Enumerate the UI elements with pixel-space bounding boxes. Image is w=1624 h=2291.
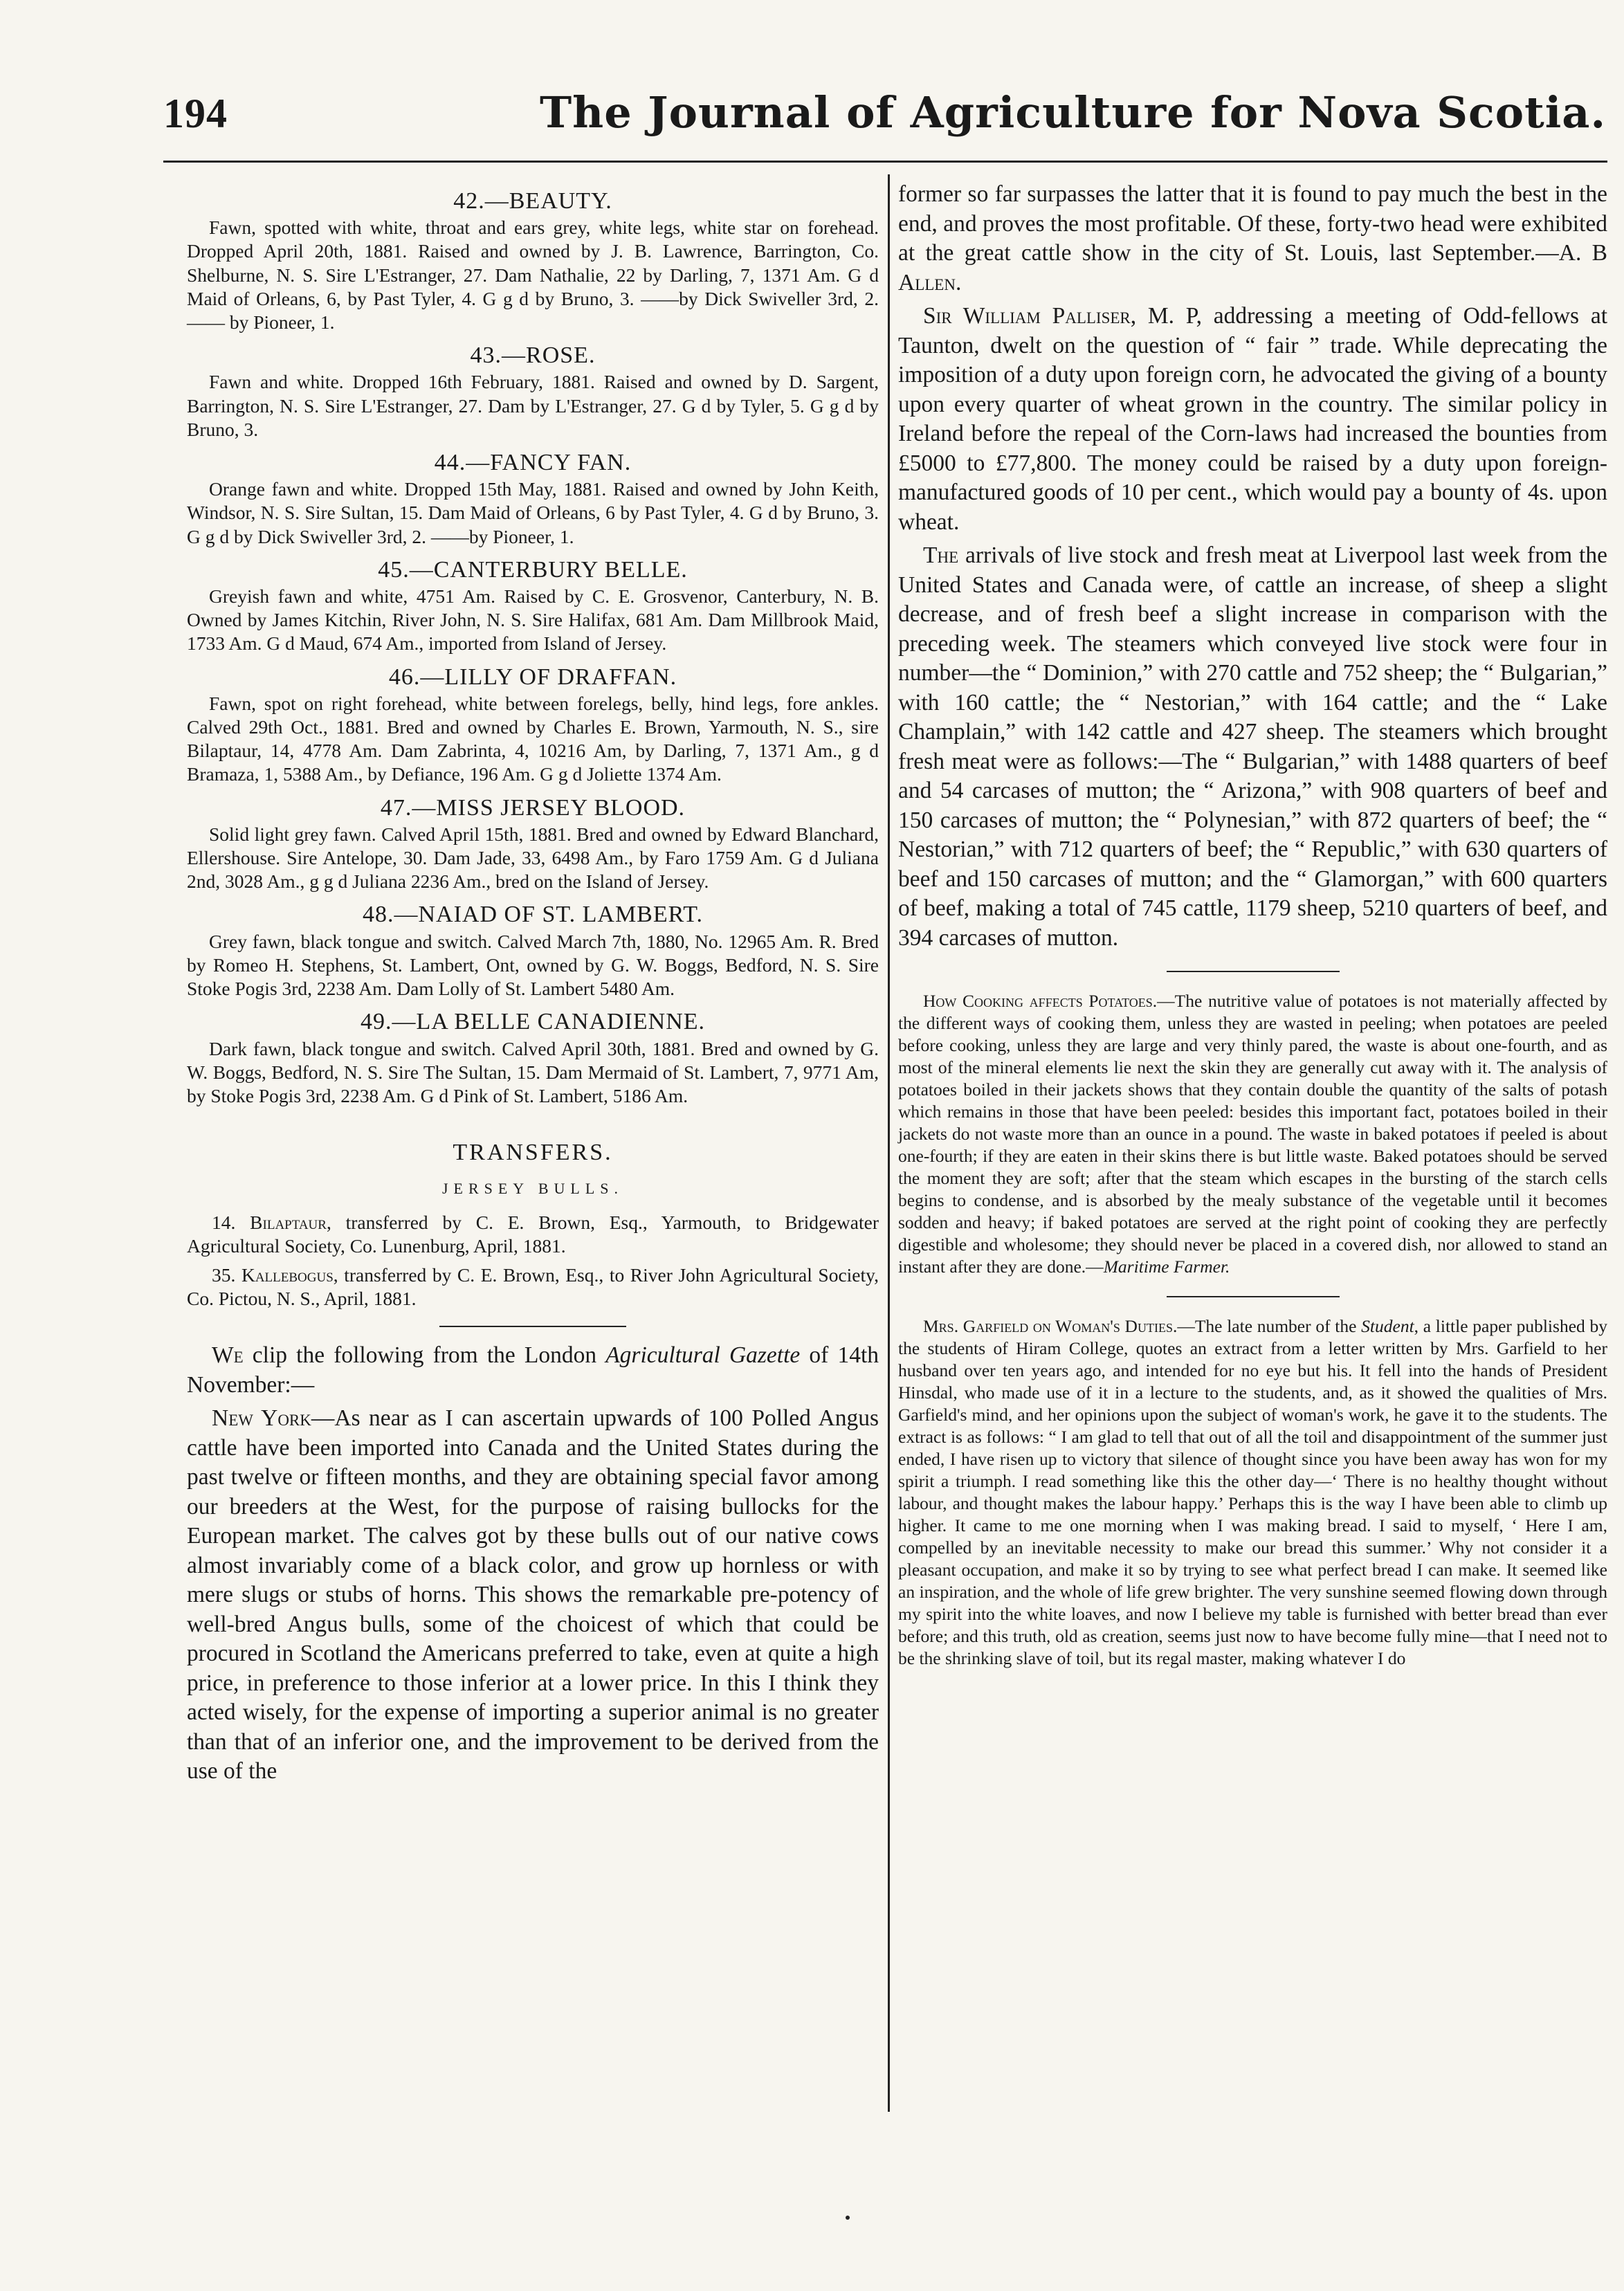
entry-44 [187, 451, 879, 549]
running-head: The Journal of Agriculture for Nova Scotia. [540, 87, 1607, 138]
entry-text: Greyish fawn and white, 4751 Am. Raised by C. E. Grosvenor, Canterbury, N. B. Owned by James Kitchin, River John, N. S. Sire Halifax, 681 Am. Dam Millbrook Maid, 1733 Am. G d Maud, 674 Am., imported from Island of Jersey. [187, 585, 879, 655]
entry-43 [187, 344, 879, 441]
entry-heading: 45.—CANTERBURY BELLE. [378, 556, 688, 583]
newyork-article [187, 1404, 879, 1787]
left-column [187, 180, 879, 1791]
article-heading: How Cooking affects Potatoes [923, 991, 1153, 1011]
header-rule [163, 161, 1607, 163]
section-divider [1167, 1296, 1340, 1297]
dateline: New York [212, 1405, 311, 1432]
garfield-article [898, 1315, 1607, 1670]
article-text: arrivals of live stock and fresh meat at Liverpool last week from the United States and Canada were, of cattle an increase, of sheep a slight decrease, and of fresh beef a slight increase in comparison with the preceding week. The steamers which conveyed live stock were four in number—the “ Dominion,” with 270 cattle and 752 sheep; the “ Bulgarian,” with 160 cattle; the “ Nestorian,” with 164 cattle; and the “ Lake Champlain,” with 142 cattle and 427 sheep. The steamers which brought fresh meat were as follows:—The “ Bulgarian,” with 1488 quarters of beef and 54 carcases of mutton; the “ Arizona,” with 908 quarters of beef and 150 carcases of mutton; the “ Polynesian,” with 872 quarters of beef; the “ Nestorian,” with 712 quarters of beef; the “ Republic,” with 630 quarters of beef and 150 carcases of mutton; and the “ Glamorgan,” with 600 quarters of beef, making a total of 745 cattle, 1179 sheep, 5210 quarters of beef, and 394 carcases of mutton. [898, 542, 1607, 951]
transfer-item [187, 1263, 879, 1311]
transfer-item [187, 1211, 879, 1258]
entry-text: Fawn and white. Dropped 16th February, 1881. Raised and owned by D. Sargent, Barrington, N. S. Sire L'Estranger, 27. Dam by L'Estranger, 27. G d by Tyler, 5. G g d by Bruno, 3. [187, 371, 879, 440]
article-heading: Mrs. Garfield on Woman's Duties [923, 1316, 1173, 1336]
article-text: former so far surpasses the latter that it is found to pay much the best in the end, and proves the most profitable. Of these, forty-two head were exhibited at the great cattle show in the city of St. Louis, last September.— [898, 181, 1607, 266]
entry-text: Fawn, spotted with white, throat and ears grey, white legs, white star on forehead. Dropped April 20th, 1881. Raised and owned by J. B. Lawrence, Barrington, Co. Shelburne, N. S. Sire L'Estranger, 27. Dam Nathalie, 22 by Darling, 7, 1371 Am. G d Maid of Orleans, 6, by Past Tyler, 4. G g d by Bruno, 3. ——by Dick Swiveller 3rd, 2. —— by Pioneer, 1. [187, 217, 879, 334]
transfers-subheading: JERSEY BULLS. [441, 1180, 624, 1198]
right-column [898, 180, 1607, 1674]
clip-text: clip the following from the London [243, 1342, 606, 1369]
transfer-number: 14. [212, 1211, 250, 1233]
entry-heading: 49.—LA BELLE CANADIENNE. [360, 1009, 706, 1035]
section-divider [1167, 971, 1340, 972]
page-number: 194 [163, 91, 228, 136]
clip-text-end: of 14th November:— [187, 1342, 879, 1398]
section-divider [439, 1326, 626, 1327]
publication-title: Student [1361, 1316, 1414, 1336]
entry-42 [187, 190, 879, 334]
entry-text: Fawn, spot on right forehead, white between forelegs, belly, hind legs, fore ankles. Calved 29th Oct., 1881. Bred and owned by Charles E. Brown, Yarmouth, N. S., sire Bilaptaur, 14, 4778 Am. Dam Zabrinta, 4, 10216 Am, by Darling, 7, 1371 Am., g d Bramaza, 1, 5388 Am., by Defiance, 196 Am. G g d Joliette 1374 Am. [187, 692, 879, 785]
entry-text: Grey fawn, black tongue and switch. Calved March 7th, 1880, No. 12965 Am. R. Bred by Romeo H. Stephens, St. Lambert, Ont, owned by G. W. Boggs, Bedford, N. S. Sire Stoke Pogis 3rd, 2238 Am. Dam Lolly of St. Lambert 5480 Am. [187, 930, 879, 1000]
entry-heading: 42.—BEAUTY. [453, 188, 612, 214]
arrivals-article [898, 541, 1607, 953]
entry-heading: 43.—ROSE. [470, 343, 596, 369]
entry-48 [187, 903, 879, 1001]
entry-47 [187, 796, 879, 894]
stray-mark [846, 2216, 850, 2220]
entry-text: Dark fawn, black tongue and switch. Calved April 30th, 1881. Bred and owned by G. W. Boggs, Bedford, N. S. Sire The Sultan, 15. Dam Mermaid of St. Lambert, 7, 9771 Am, by Stoke Pogis 3rd, 2238 Am. G d Pink of St. Lambert, 5186 Am. [187, 1037, 879, 1106]
transfer-number: 35. [212, 1263, 241, 1286]
entry-heading: 48.—NAIAD OF ST. LAMBERT. [362, 902, 704, 928]
lead-name: Sir William Palliser [923, 303, 1131, 329]
entry-46 [187, 666, 879, 787]
author-signature: A. B Allen. [898, 240, 1607, 295]
entry-heading: 46.—LILLY OF DRAFFAN. [388, 664, 677, 690]
palliser-article [898, 302, 1607, 537]
entry-45 [187, 558, 879, 656]
entry-49 [187, 1010, 879, 1108]
publication-title: Agricultural Gazette [605, 1342, 801, 1369]
transfer-text: , transferred by C. E. Brown, Esq., Yarmouth, to Bridgewater Agricultural Society, Co. Lunenburg, April, 1881. [187, 1211, 879, 1257]
column-rule [888, 174, 890, 2112]
transfer-name: Bilaptaur [250, 1211, 327, 1233]
entry-text: Solid light grey fawn. Calved April 15th, 1881. Bred and owned by Edward Blanchard, Ellershouse. Sire Antelope, 30. Dam Jade, 33, 6498 Am., by Faro 1759 Am. G d Juliana 2nd, 3028 Am., g g d Juliana 2236 Am., bred on the Island of Jersey. [187, 823, 879, 893]
continued-article [898, 180, 1607, 298]
transfer-text: , transferred by C. E. Brown, Esq., to River John Agricultural Society, Co. Pictou, N. S., April, 1881. [187, 1263, 879, 1310]
article-text: —As near as I can ascertain upwards of 100 Polled Angus cattle have been imported into Canada and the United States during the past twelve or fifteen months, and they are obtaining special favor among our breeders at the West, for the purpose of raising bullocks for the European market. The calves got by these bulls out of our native cows almost invariably come of a black color, and grow up hornless or with mere slugs or stubs of horns. This shows the remarkable pre-potency of well-bred Angus bulls, some of the choicest of which that could be procured in Scotland the Americans preferred to take, even at quite a high price, in preference to those inferior at a lower price. In this I think they acted wisely, for the expense of importing a superior animal is no greater than that of an inferior one, and the improvement to be derived from the use of the [187, 1405, 879, 1785]
transfers-heading: TRANSFERS. [453, 1140, 613, 1166]
article-text: .—The nutritive value of potatoes is not materially affected by the different ways of cooking them, unless they are wasted in peeling; when potatoes are peeled before cooking, unless they are large and very thinly pared, the waste is about one-fourth, and as most of the mineral elements lie next the skin they are generally cut away with it. The analysis of potatoes boiled in their jackets shows that they contain double the quantity of the salts of potash which remains in those that have been peeled: besides this important fact, potatoes boiled in their jackets do not waste more than an ounce in a pound. The waste in baked potatoes if peeled is about one-fourth; if they are eaten in their skins there is but little waste. Baked potatoes should be served the moment they are soft; after that the steam which escapes in the bursting of the starch cells begins to condense, and is absorbed by the mealy substance of the vegetable until it becomes sodden and heavy; if baked potatoes are served at the right point of cooking they are perfectly digestible and wholesome; they should never be placed in a covered dish, nor allowed to stand an instant after they are done.— [898, 991, 1608, 1277]
clip-intro [187, 1341, 879, 1400]
lead-word: We [212, 1342, 244, 1369]
article-text-cont: , a little paper published by the students of Hiram College, quotes an extract from a letter written by Mrs. Garfield to her husband over ten years ago, and intended for no eye but his. It fell into the hands of President Hinsdal, who made use of it in a lecture to the students, and, as it showed the qualities of Mrs. Garfield's mind, and her opinions upon the subject of woman's work, he gave it to the students. The extract is as follows: “ I am glad to tell that out of all the toil and disappointment of the summer just ended, I have risen up to victory that silence of thought since you have been away has won for my spirit a triumph. I read something like this the other day—‘ There is no healthy thought without labour, and thought makes the labour happy.’ Perhaps this is the way I have been able to climb up higher. It came to me one morning when I was making bread. I said to myself, ‘ Here I am, compelled by an inevitable necessity to make our bread this summer.’ Why not consider it a pleasant occupation, and make it so by trying to see what perfect bread I can make. It seemed like an inspiration, and the whole of life grew brighter. The very sunshine seemed flowing down through my spirit into the white loaves, and now I believe my table is furnished with better bread than ever before; and this truth, old as creation, seems just now to have become fully mine—that I need not to be the shrinking slave of toil, but its regal master, making whatever I do [898, 1316, 1607, 1668]
transfer-name: Kallebogus [241, 1263, 334, 1286]
potatoes-article [898, 990, 1607, 1278]
article-text: , M. P, addressing a meeting of Odd-fellows at Taunton, dwelt on the question of “ fair ” trade. While deprecating the imposition of a duty upon foreign corn, he advocated the giving of a bounty upon every quarter of wheat grown in the country. The similar policy in Ireland before the repeal of the Corn-laws had increased the bounties from £5000 to £77,800. The money could be raised by a duty upon foreign-manufactured goods of 10 per cent., which would pay a bounty of 4s. upon wheat. [898, 303, 1607, 535]
article-text: .—The late number of the [1172, 1316, 1362, 1336]
entry-heading: 47.—MISS JERSEY BLOOD. [380, 794, 686, 821]
entry-heading: 44.—FANCY FAN. [434, 450, 632, 476]
source-signature: Maritime Farmer. [1103, 1257, 1230, 1277]
entry-text: Orange fawn and white. Dropped 15th May, 1881. Raised and owned by John Keith, Windsor, N. S. Sire Sultan, 15. Dam Maid of Orleans, 6 by Past Tyler, 4. G d by Bruno, 3. G g d by Dick Swiveller 3rd, 2. ——by Pioneer, 1. [187, 478, 879, 547]
lead-word: The [923, 542, 959, 568]
